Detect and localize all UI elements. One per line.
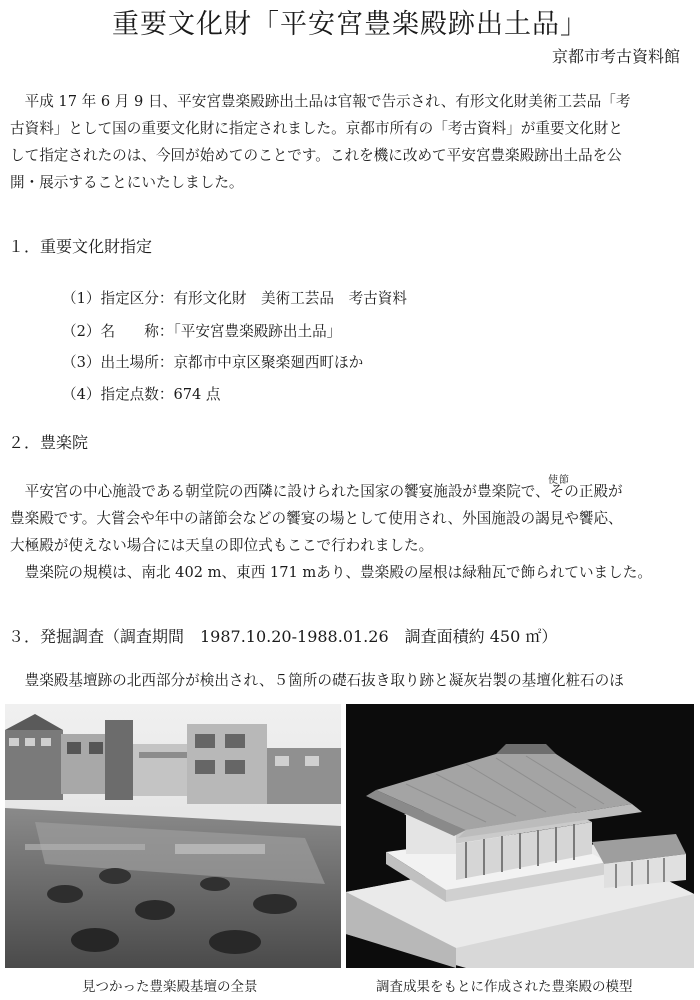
intro-paragraph — [10, 88, 690, 196]
section-heading-designation: １．重要文化財指定 — [8, 237, 153, 256]
page-title: 重要文化財「平安宮豊楽殿跡出土品」 — [112, 9, 588, 40]
buraku-in-line: 豊楽殿です。大嘗会や年中の諸節会などの饗宴の場として使用され、外国施設の謁見や饗応、 — [10, 510, 623, 527]
buraku-in-line: 豊楽院の規模は、南北 402 m、東西 171 mあり、豊楽殿の屋根は緑釉瓦で飾られていました。 — [10, 564, 652, 581]
excavation-site-photo — [5, 704, 341, 968]
palace-model-photo — [346, 704, 694, 968]
excavation-line: 豊楽殿基壇跡の北西部分が検出され、５箇所の礎石抜き取り跡と凝灰岩製の基壇化粧石のほ — [10, 672, 624, 689]
model-photo-caption: 調査成果をもとに作成された豊楽殿の模型 — [376, 979, 633, 995]
buraku-in-paragraph — [10, 478, 690, 586]
designation-item: （3）出土場所：京都市中京区聚楽廻西町ほか — [62, 354, 364, 371]
intro-line: 古資料」として国の重要文化財に指定されました。京都市所有の「考古資料」が重要文化財と — [10, 120, 623, 137]
ruby-annotation: 使節 — [548, 475, 570, 486]
buraku-in-line: 大極殿が使えない場合には天皇の即位式もここで行われました。 — [10, 537, 434, 554]
buraku-in-line: 平安宮の中心施設である朝堂院の西隣に設けられた国家の饗宴施設が豊楽院で、その正殿が — [10, 483, 623, 500]
section-heading-excavation: ３．発掘調査（調査期間 1987.10.20-1988.01.26 調査面積約 450 ㎡） — [8, 627, 558, 646]
section-heading-buraku-in: ２．豊楽院 — [8, 433, 89, 452]
designation-item: （2）名 称：「平安宮豊楽殿跡出土品」 — [62, 323, 342, 340]
organization-name: 京都市考古資料館 — [551, 47, 680, 66]
designation-item: （1）指定区分：有形文化財 美術工芸品 考古資料 — [62, 290, 407, 307]
excavation-photo-caption: 見つかった豊楽殿基壇の全景 — [82, 979, 258, 995]
intro-line: 開・展示することにいたしました。 — [10, 174, 244, 191]
intro-line: 平成 17 年 6 月 9 日、平安宮豊楽殿跡出土品は官報で告示され、有形文化財美術工芸品「考 — [10, 93, 631, 110]
intro-line: して指定されたのは、今回が始めてのことです。これを機に改めて平安宮豊楽殿跡出土品を公 — [10, 147, 622, 164]
designation-item: （4）指定点数：674 点 — [62, 386, 221, 403]
